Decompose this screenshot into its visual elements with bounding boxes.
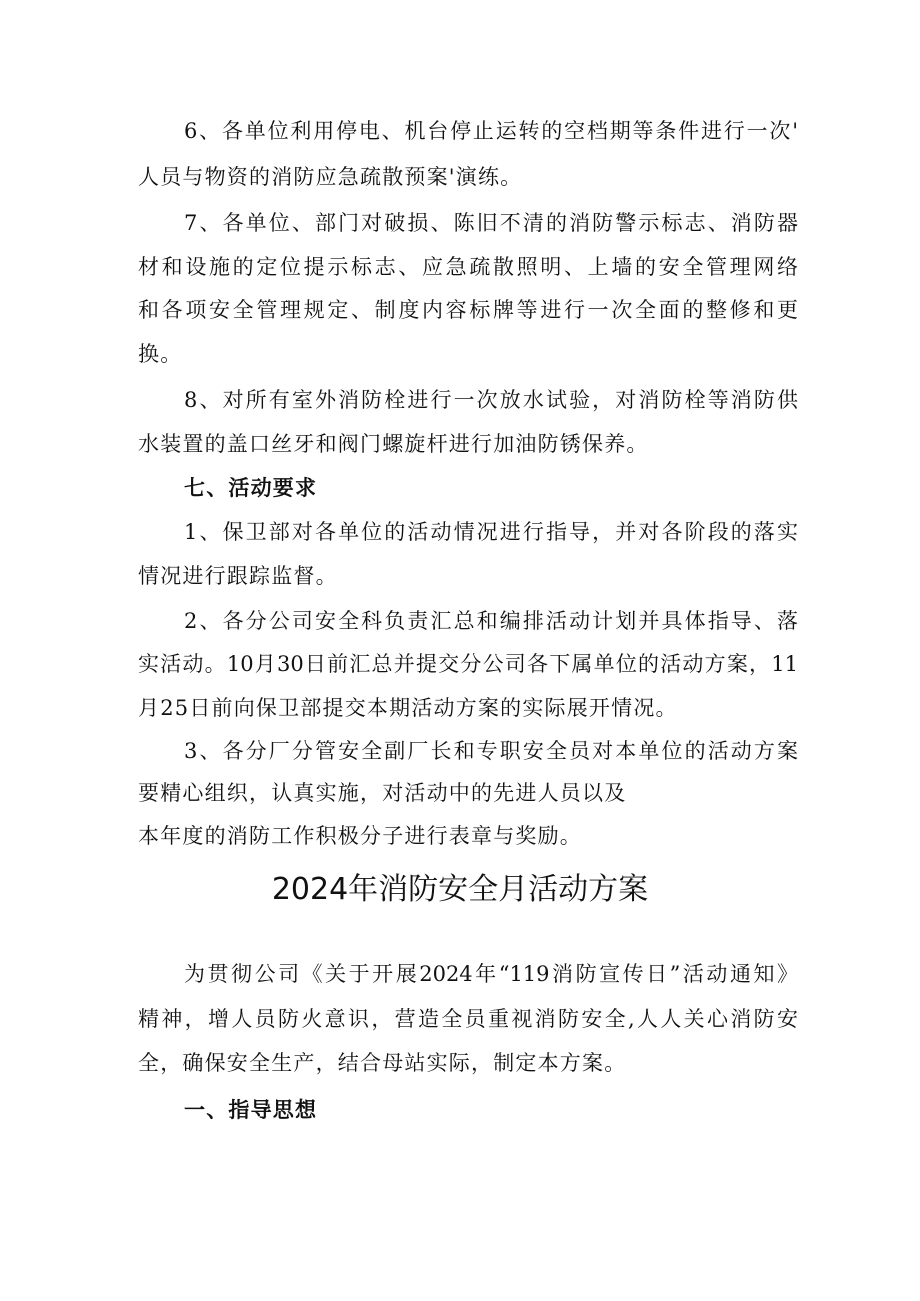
paragraph-line: 材和设施的定位提示标志、应急疏散照明、上墙的安全管理网络 xyxy=(138,255,798,279)
paragraph-line: 为贯彻公司《关于开展2024年“119消防宣传日”活动通知》 xyxy=(184,962,798,986)
paragraph-line: 全，确保安全生产，结合母站实际，制定本方案。 xyxy=(138,1051,627,1075)
section-heading: 七、活动要求 xyxy=(184,475,318,500)
paragraph-line: 换。 xyxy=(138,342,183,366)
paragraph-line: 精神，增人员防火意识，营造全员重视消防安全,人人关心消防安 xyxy=(138,1007,798,1031)
paragraph-line: 7、各单位、部门对破损、陈旧不清的消防警示标志、消防器 xyxy=(184,211,798,235)
paragraph-line: 人员与物资的消防应急疏散预案'演练。 xyxy=(138,165,523,189)
paragraph-line: 要精心组织，认真实施，对活动中的先进人员以及 xyxy=(138,781,627,805)
page-title: 2024年消防安全月活动方案 xyxy=(271,872,649,907)
paragraph-line: 本年度的消防工作积极分子进行表章与奖励。 xyxy=(138,824,582,848)
section-heading: 一、指导思想 xyxy=(184,1097,318,1122)
paragraph-line: 水装置的盖口丝牙和阀门螺旋杆进行加油防锈保养。 xyxy=(138,432,649,456)
paragraph-line: 8、对所有室外消防栓进行一次放水试验，对消防栓等消防供 xyxy=(184,388,798,412)
paragraph-line: 和各项安全管理规定、制度内容标牌等进行一次全面的整修和更 xyxy=(138,298,798,322)
paragraph-line: 6、各单位利用停电、机台停止运转的空档期等条件进行一次' xyxy=(184,119,798,143)
paragraph-line: 月25日前向保卫部提交本期活动方案的实际展开情况。 xyxy=(138,696,678,720)
paragraph-line: 3、各分厂分管安全副厂长和专职安全员对本单位的活动方案 xyxy=(184,739,798,763)
paragraph-line: 实活动。10月30日前汇总并提交分公司各下属单位的活动方案，11 xyxy=(138,652,798,676)
paragraph-line: 情况进行跟踪监督。 xyxy=(138,564,338,588)
paragraph-line: 2、各分公司安全科负责汇总和编排活动计划并具体指导、落 xyxy=(184,609,798,633)
paragraph-line: 1、保卫部对各单位的活动情况进行指导，并对各阶段的落实 xyxy=(184,520,798,544)
